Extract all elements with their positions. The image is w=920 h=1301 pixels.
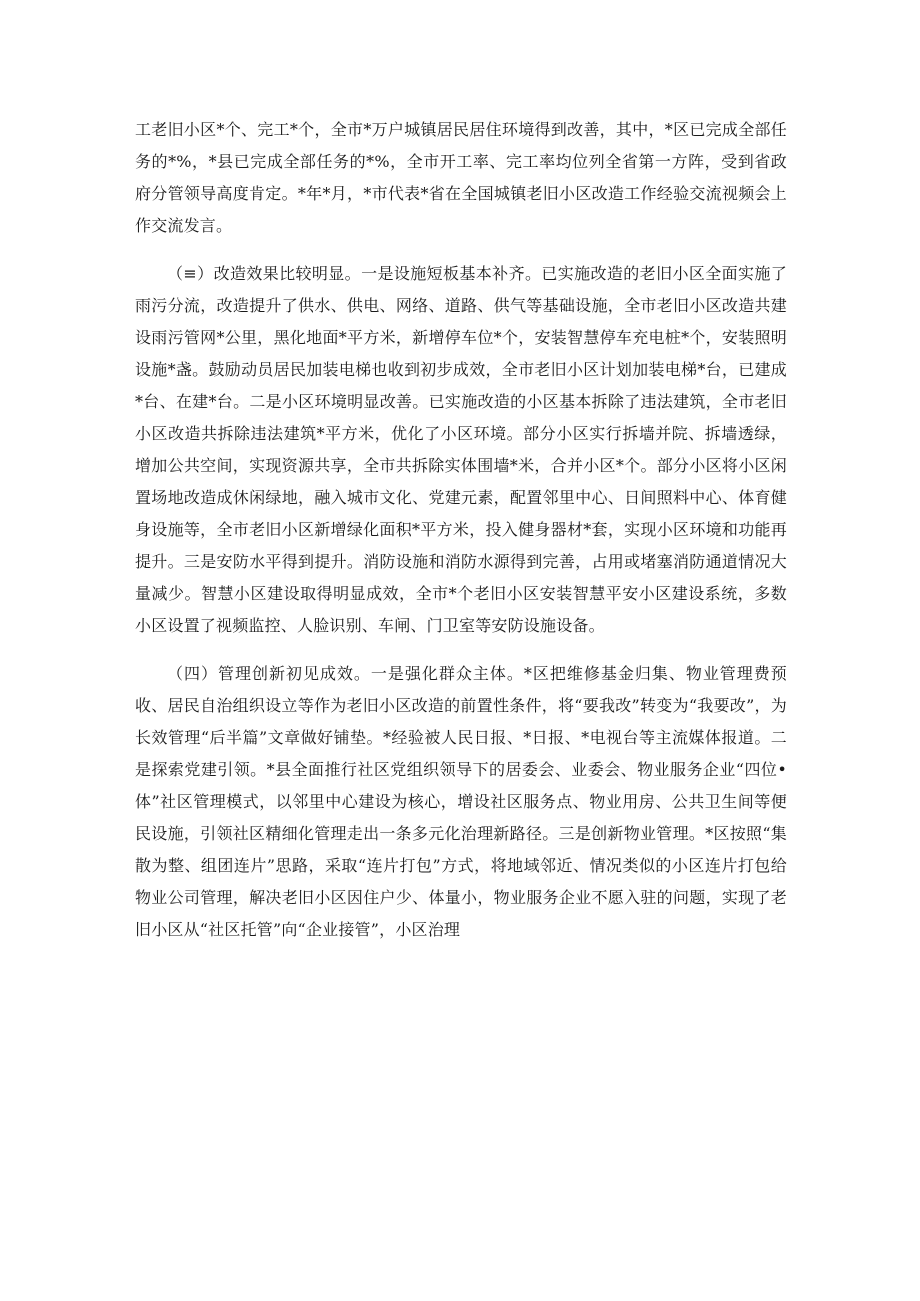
paragraph-management-innovation: （四）管理创新初见成效。一是强化群众主体。*区把维修基金归集、物业管理费预收、居民自治组织设立等作为老旧小区改造的前置性条件，将“要我改”转变为“我要改”，为长效管理“后半篇”文章做好铺垫。*经验被人民日报、*日报、*电视台等主流媒体报道。二是探索党建引领。*县全面推行社区党组织领导下的居委会、业委会、物业服务企业“四位•体”社区管理模式，以邻里中心建设为核心，增设社区服务点、物业用房、公共卫生间等便民设施，引领社区精细化管理走出一条多元化治理新路径。三是创新物业管理。*区按照“集散为整、组团连片”思路，采取“连片打包”方式，将地域邻近、情况类似的小区连片打包给物业公司管理，解决老旧小区因住户少、体量小，物业服务企业不愿入驻的问题，实现了老旧小区从“社区托管”向“企业接管”，小区治理	[135, 664, 787, 939]
paragraph-renovation-effects: （≡）改造效果比较明显。一是设施短板基本补齐。已实施改造的老旧小区全面实施了雨污分流，改造提升了供水、供电、网络、道路、供气等基础设施，全市老旧小区改造共建设雨污管网*公里，黑化地面*平方米，新增停车位*个，安装智慧停车充电桩*个，安装照明设施*盏。鼓励动员居民加装电梯也收到初步成效，全市老旧小区计划加装电梯*台，已建成*台、在建*台。二是小区环境明显改善。已实施改造的小区基本拆除了违法建筑，全市老旧小区改造共拆除违法建筑*平方米，优化了小区环境。部分小区实行拆墙并院、拆墙透绿，增加公共空间，实现资源共享，全市共拆除实体围墙*米，合并小区*个。部分小区将小区闲置场地改造成休闲绿地，融入城市文化、党建元素，配置邻里中心、日间照料中心、体育健身设施等，全市老旧小区新增绿化面积*平方米，投入健身器材*套，实现小区环境和功能再提升。三是安防水平得到提升。消防设施和消防水源得到完善，占用或堵塞消防通道情况大量减少。智慧小区建设取得明显成效，全市*个老旧小区安装智慧平安小区建设系统，多数小区设置了视频监控、人脸识别、车闸、门卫室等安防设施设备。	[135, 264, 787, 635]
document-body	[135, 114, 787, 962]
paragraph-completion-stats: 工老旧小区*个、完工*个，全市*万户城镇居民居住环境得到改善，其中，*区已完成全部任务的*%，*县已完成全部任务的*%，全市开工率、完工率均位列全省第一方阵，受到省政府分管领导高度肯定。*年*月，*市代表*省在全国城镇老旧小区改造工作经验交流视频会上作交流发言。	[135, 120, 787, 235]
